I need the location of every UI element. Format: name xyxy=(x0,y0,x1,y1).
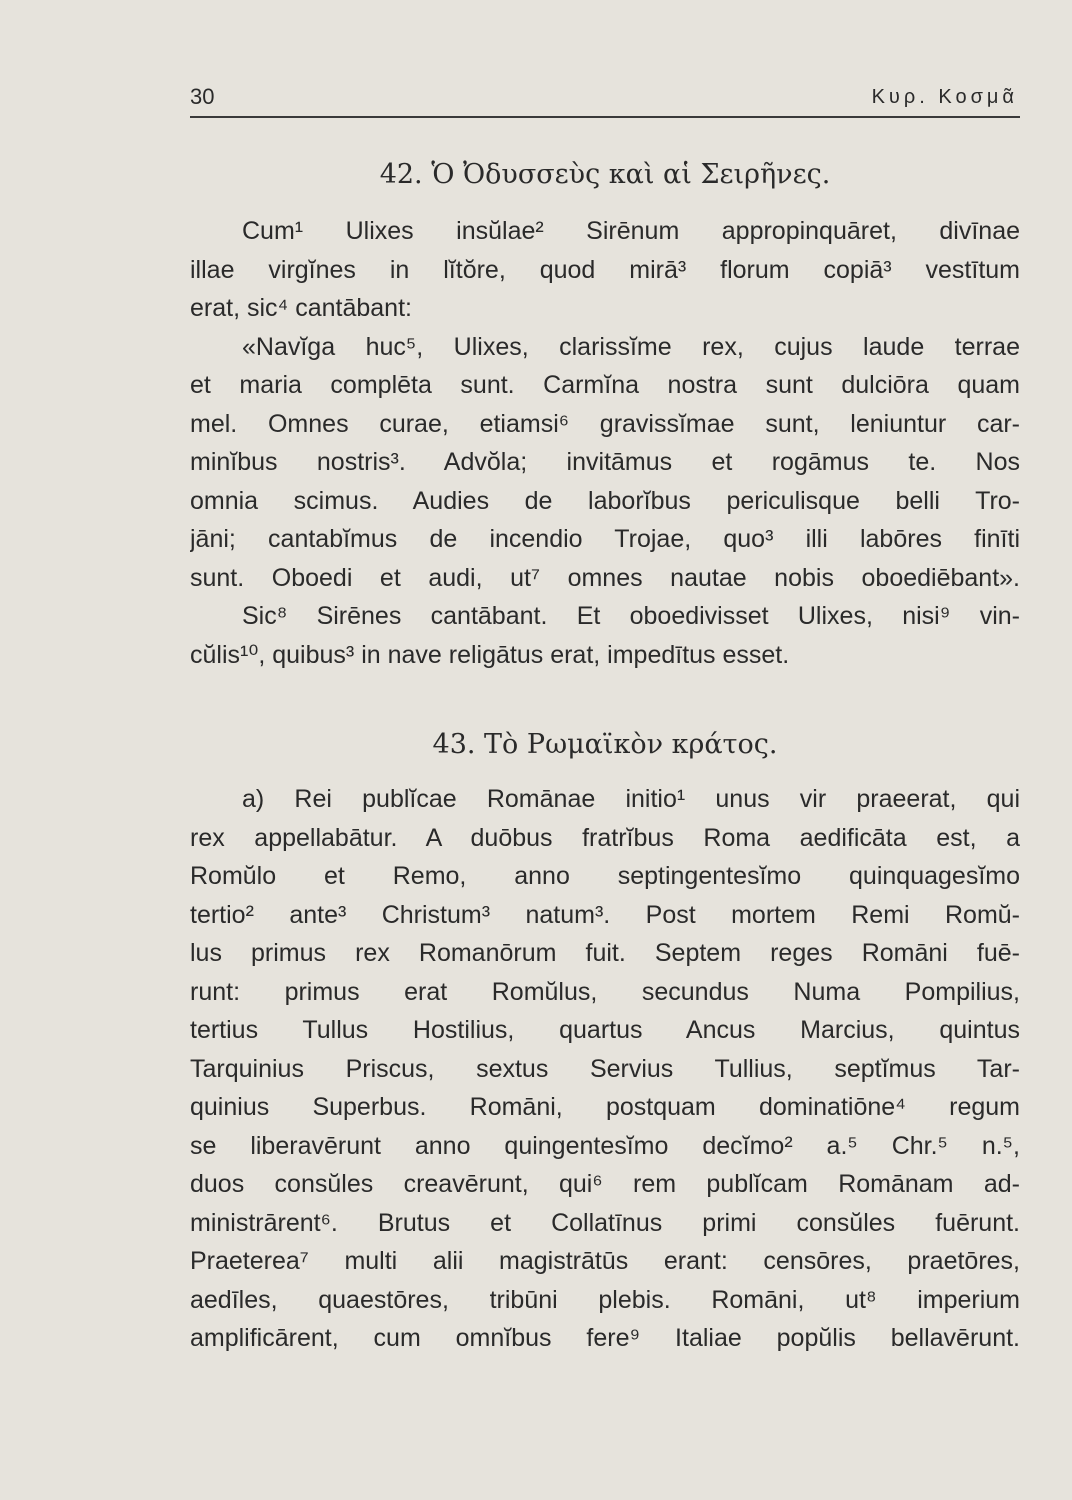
text-line: Sic⁸ Sirēnes cantābant. Et oboedivisset Ulixes, nisi⁹ vin- xyxy=(242,602,1020,630)
text-line: a) Rei publĭcae Romānae initio¹ unus vir praeerat, qui xyxy=(242,785,1020,813)
running-title: Κυρ. Κοσμᾶ xyxy=(871,86,1018,108)
text-line: aedīles, quaestōres, tribūni plebis. Romāni, ut⁸ imperium xyxy=(190,1285,1020,1314)
text-line: mel. Omnes curae, etiamsi⁶ gravissĭmae sunt, leniuntur car- xyxy=(190,409,1020,438)
text-line: Romŭlo et Remo, anno septingentesĭmo quinquagesĭmo xyxy=(190,862,1020,890)
text-line: erat, sic⁴ cantābant: xyxy=(190,294,412,322)
page-header xyxy=(190,84,1020,118)
text-line: amplificārent, cum omnĭbus fere⁹ Italiae popŭlis bellavērunt. xyxy=(190,1324,1020,1352)
text-line: Praeterea⁷ multi alii magistrātūs erant: censōres, praetōres, xyxy=(190,1247,1020,1275)
text-line: runt: primus erat Romŭlus, secundus Numa Pompilius, xyxy=(190,977,1020,1006)
text-line: lus primus rex Romanōrum fuit. Septem reges Romāni fuē- xyxy=(190,939,1020,967)
text-line: cŭlis¹⁰, quibus³ in nave religātus erat, impedītus esset. xyxy=(190,640,790,669)
text-line: se liberavērunt anno quingentesĭmo decĭmo² a.⁵ Chr.⁵ n.⁵, xyxy=(190,1131,1020,1160)
text-line: minĭbus nostris³. Advŏla; invitāmus et rogāmus te. Nos xyxy=(190,448,1020,476)
text-line: et maria complēta sunt. Carmĭna nostra sunt dulciōra quam xyxy=(190,371,1020,399)
section-body xyxy=(190,780,1020,1358)
page-number: 30 xyxy=(190,84,215,109)
text-line: «Navĭga huc⁵, Ulixes, clarissĭme rex, cujus laude terrae xyxy=(242,332,1020,361)
text-line: omnia scimus. Audies de laborĭbus periculisque belli Tro- xyxy=(190,486,1020,515)
text-line: tertio² ante³ Christum³ natum³. Post mortem Remi Romŭ- xyxy=(190,900,1020,929)
section-title: 42. Ὁ Ὀδυσσεὺς καὶ αἱ Σειρῆνες. xyxy=(379,159,831,190)
text-line: Cum¹ Ulixes insŭlae² Sirēnum appropinquāret, divīnae xyxy=(242,217,1020,245)
text-line: jāni; cantabĭmus de incendio Trojae, quo³ illi labōres finīti xyxy=(190,525,1020,553)
text-line: tertius Tullus Hostilius, quartus Ancus Marcius, quintus xyxy=(190,1016,1020,1044)
text-line: illae virgĭnes in lĭtŏre, quod mirā³ florum copiā³ vestītum xyxy=(190,255,1020,284)
section-body xyxy=(190,212,1020,674)
text-line: sunt. Oboedi et audi, ut⁷ omnes nautae nobis oboediēbant». xyxy=(190,563,1020,592)
section-title: 43. Τὸ Ρωμαϊκὸν κράτος. xyxy=(432,729,778,760)
text-line: quinius Superbus. Romāni, postquam dominatiōne⁴ regum xyxy=(190,1093,1020,1121)
text-line: ministrārent⁶. Brutus et Collatīnus primi consŭles fuērunt. xyxy=(190,1208,1020,1237)
text-line: rex appellabātur. A duōbus fratrĭbus Roma aedificāta est, a xyxy=(190,823,1020,852)
text-line: Tarquinius Priscus, sextus Servius Tullius, septĭmus Tar- xyxy=(190,1054,1020,1083)
text-line: duos consŭles creavērunt, qui⁶ rem publĭcam Romānam ad- xyxy=(190,1170,1020,1198)
